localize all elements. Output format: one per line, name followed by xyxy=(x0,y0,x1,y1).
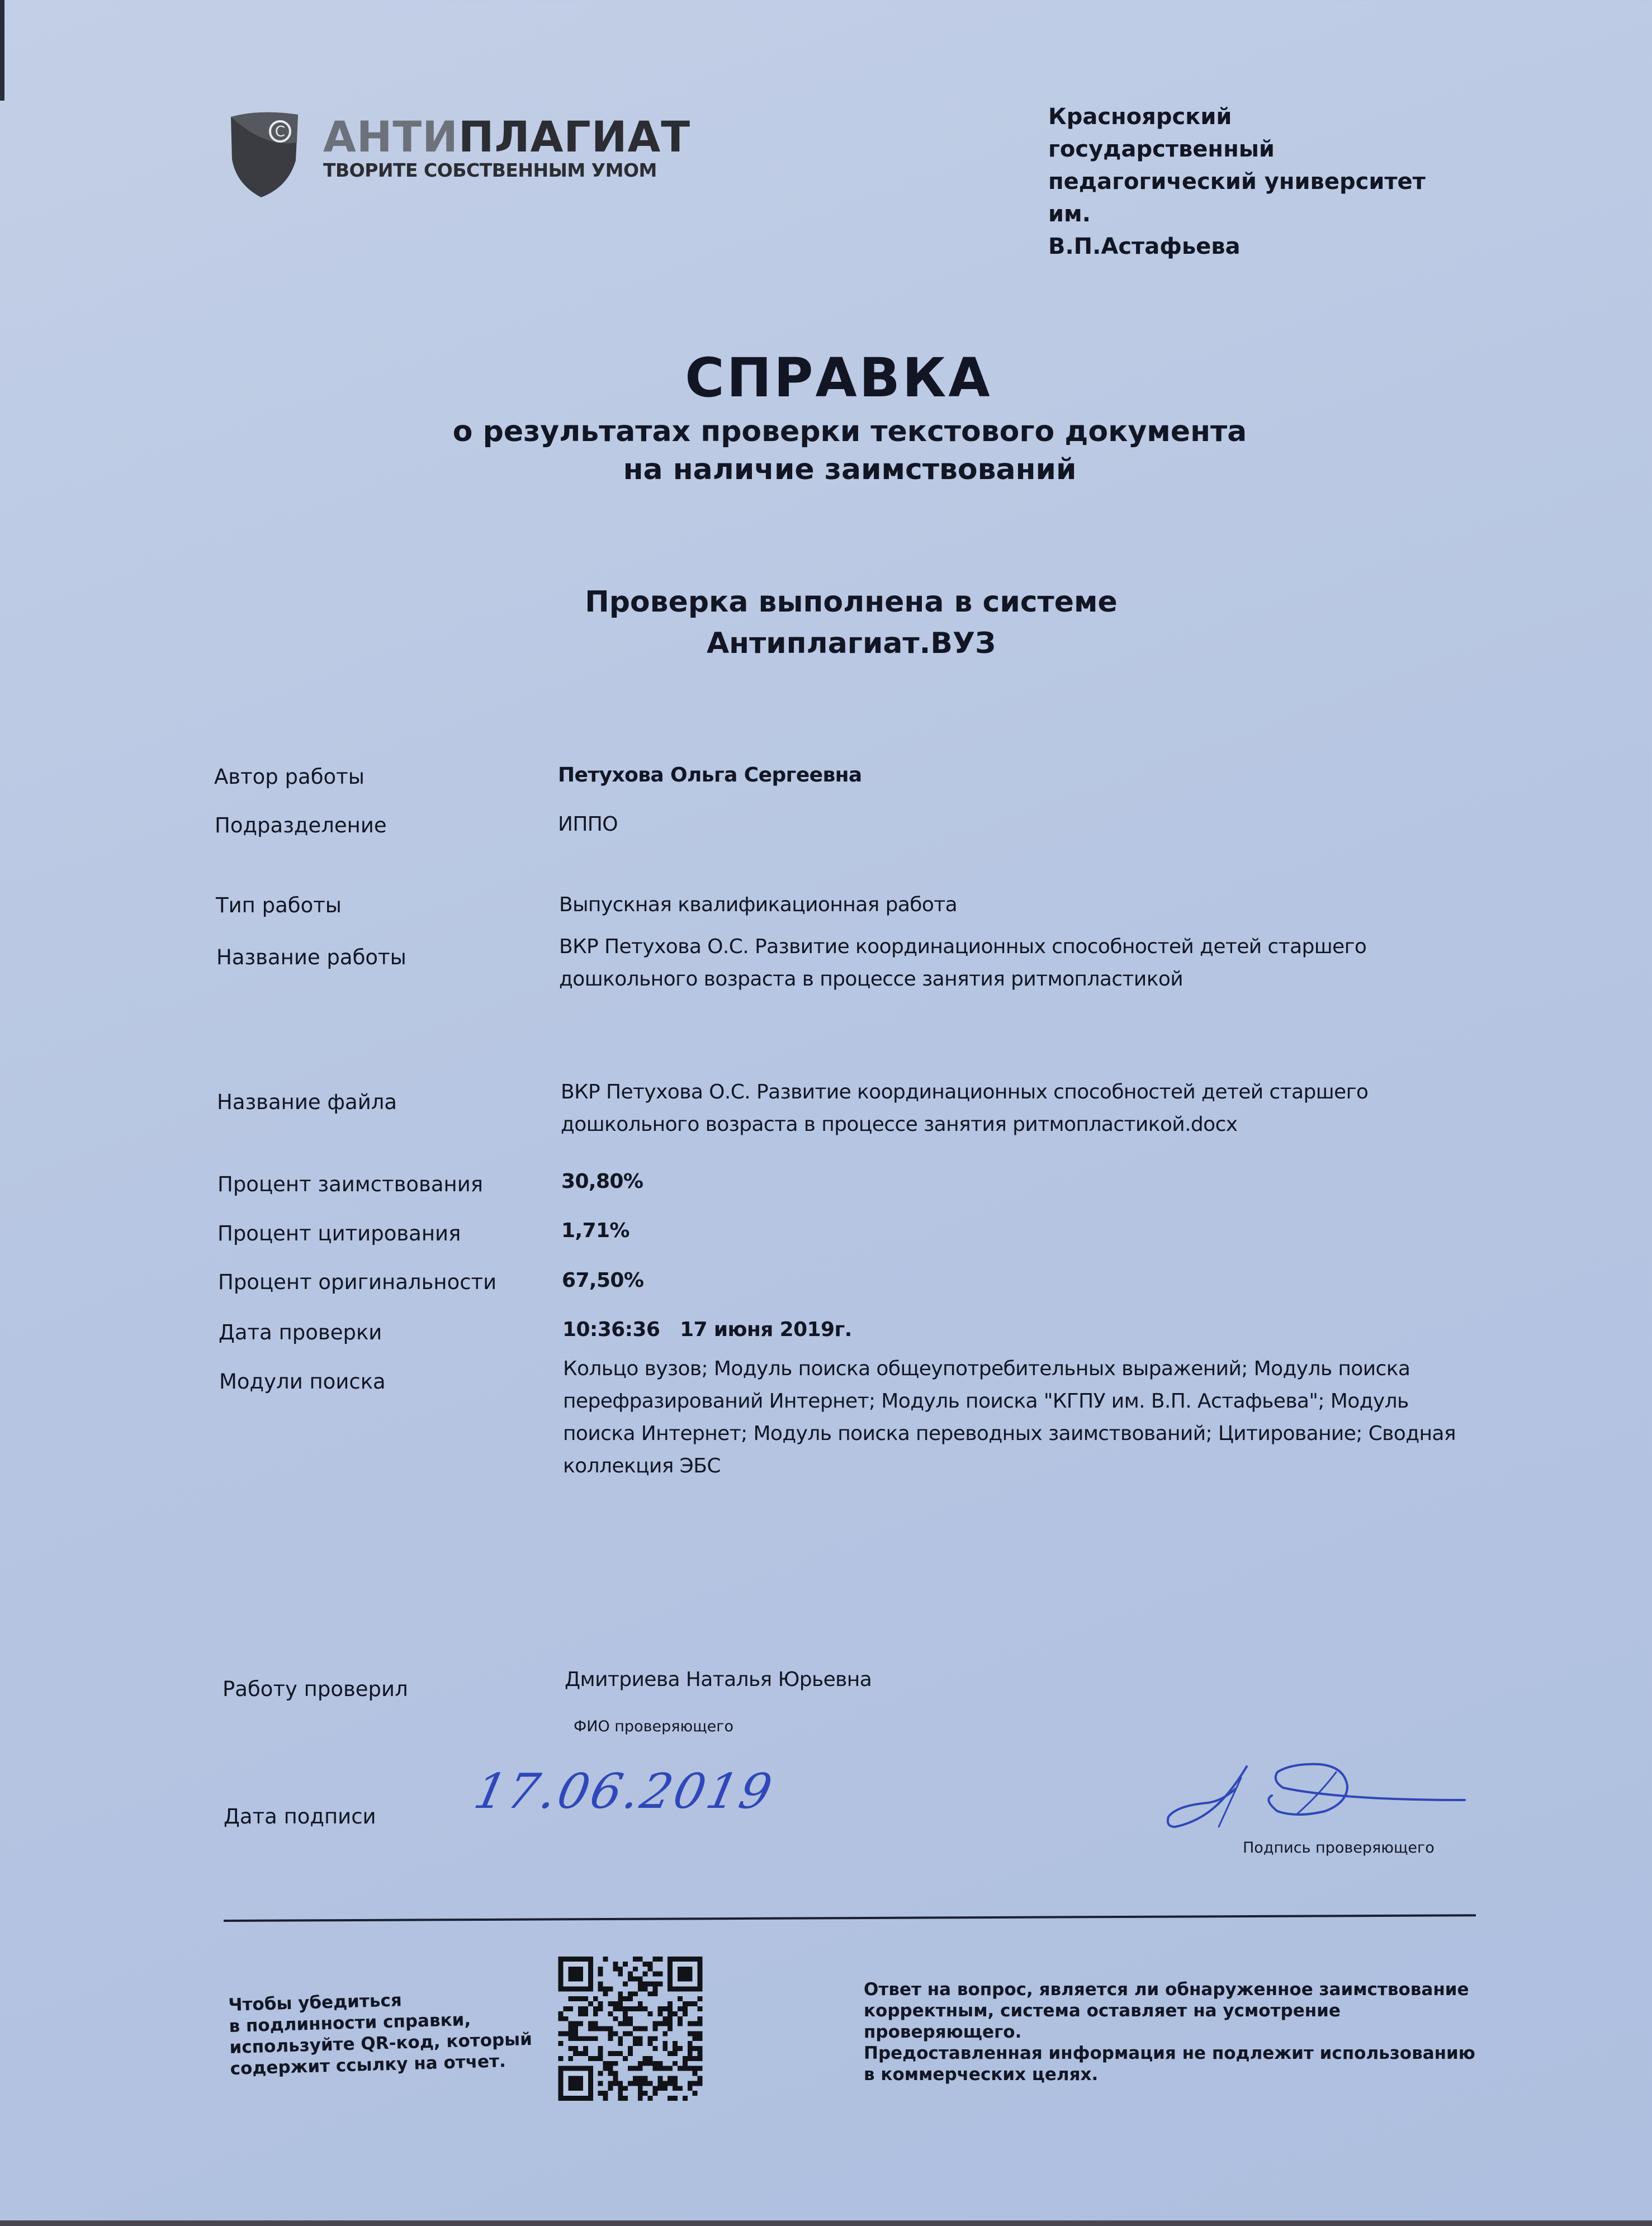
qr-note-line: Чтобы убедиться xyxy=(228,1990,403,2015)
qr-note-line: содержит ссылку на отчет. xyxy=(230,2051,507,2079)
borrowing-percent-label: Процент заимствования xyxy=(217,1172,484,1196)
university-line-2: педагогический университет им. xyxy=(1048,169,1426,227)
qr-note xyxy=(228,1986,543,2080)
footer-divider xyxy=(224,1914,1476,1922)
checker-name: Дмитриева Наталья Юрьевна xyxy=(565,1668,872,1691)
checked-by-label: Работу проверил xyxy=(223,1677,408,1701)
author-value: Петухова Ольга Сергеевна xyxy=(558,764,862,787)
disclaimer xyxy=(864,1979,1490,2085)
university-name xyxy=(1048,101,1451,263)
document-title: СПРАВКА xyxy=(685,347,992,409)
logo-tagline: ТВОРИТЕ СОБСТВЕННЫМ УМОМ xyxy=(323,159,657,181)
shield-copyright-icon xyxy=(226,109,302,198)
disclaimer-line: в коммерческих целях. xyxy=(864,2064,1099,2085)
photo-edge-bottom xyxy=(0,2220,1652,2226)
qr-note-line: в подлинности справки, xyxy=(229,2009,471,2036)
system-line-1: Проверка выполнена в системе xyxy=(585,585,1118,619)
photo-edge-left xyxy=(0,0,4,101)
citation-percent-label: Процент цитирования xyxy=(217,1221,461,1245)
checker-name-caption: ФИО проверяющего xyxy=(574,1718,733,1735)
originality-percent-label: Процент оригинальности xyxy=(218,1270,497,1294)
author-label: Автор работы xyxy=(214,765,365,789)
logo-wordmark-part2: ПЛАГИАТ xyxy=(458,112,691,162)
file-name-label: Название файла xyxy=(217,1090,397,1114)
department-value: ИППО xyxy=(558,813,618,836)
search-modules-label: Модули поиска xyxy=(219,1370,386,1394)
university-line-1: Красноярский государственный xyxy=(1048,104,1275,162)
check-date-label: Дата проверки xyxy=(219,1320,382,1344)
work-title-label: Название работы xyxy=(216,945,406,969)
department-label: Подразделение xyxy=(215,813,387,837)
sign-date-label: Дата подписи xyxy=(224,1805,376,1829)
handwritten-sign-date: 17.06.2019 xyxy=(469,1764,779,1820)
document-subtitle xyxy=(0,413,1652,489)
search-modules-value: Кольцо вузов; Модуль поиска общеупотребительных выражений; Модуль поиска перефразирований Интернет; Модуль поиска "КГПУ им. В.П. Астафьева"; Модуль поиска Интернет; Модуль поиска переводных заимствований; Цитирование; Сводная коллекция ЭБС xyxy=(563,1357,1456,1477)
svg-text:C: C xyxy=(274,124,286,140)
check-date-value: 10:36:36 17 июня 2019г. xyxy=(562,1318,852,1341)
disclaimer-line: Предоставленная информация не подлежит использованию xyxy=(864,2043,1475,2063)
qr-code-icon[interactable] xyxy=(556,1957,704,2101)
file-name-value: ВКР Петухова О.С. Развитие координационных способностей детей старшего дошкольного возраста в процессе занятия ритмопластикой.docx xyxy=(561,1081,1369,1136)
subtitle-line-2: на наличие заимствований xyxy=(623,453,1077,486)
system-statement xyxy=(0,581,1652,664)
logo-wordmark xyxy=(323,112,690,162)
citation-percent-value: 1,71% xyxy=(561,1219,629,1242)
disclaimer-line: Ответ на вопрос, является ли обнаруженное заимствование xyxy=(864,1979,1469,2000)
handwritten-signature xyxy=(1163,1755,1476,1834)
disclaimer-line: корректным, система оставляет на усмотрение проверяющего. xyxy=(864,2001,1341,2042)
qr-note-line: используйте QR-код, который xyxy=(229,2029,533,2058)
system-line-2: Антиплагиат.ВУЗ xyxy=(706,627,996,660)
signature-caption: Подпись проверяющего xyxy=(1243,1839,1435,1856)
logo-wordmark-part1: АНТИ xyxy=(323,112,458,162)
originality-percent-value: 67,50% xyxy=(562,1269,644,1292)
subtitle-line-1: о результатах проверки текстового документа xyxy=(452,415,1247,448)
work-type-label: Тип работы xyxy=(216,893,342,917)
work-type-value: Выпускная квалификационная работа xyxy=(559,893,958,916)
work-title-value: ВКР Петухова О.С. Развитие координационных способностей детей старшего дошкольного возраста в процессе занятия ритмопластикой xyxy=(559,935,1367,991)
borrowing-percent-value: 30,80% xyxy=(561,1170,643,1193)
university-line-3: В.П.Астафьева xyxy=(1048,234,1241,259)
